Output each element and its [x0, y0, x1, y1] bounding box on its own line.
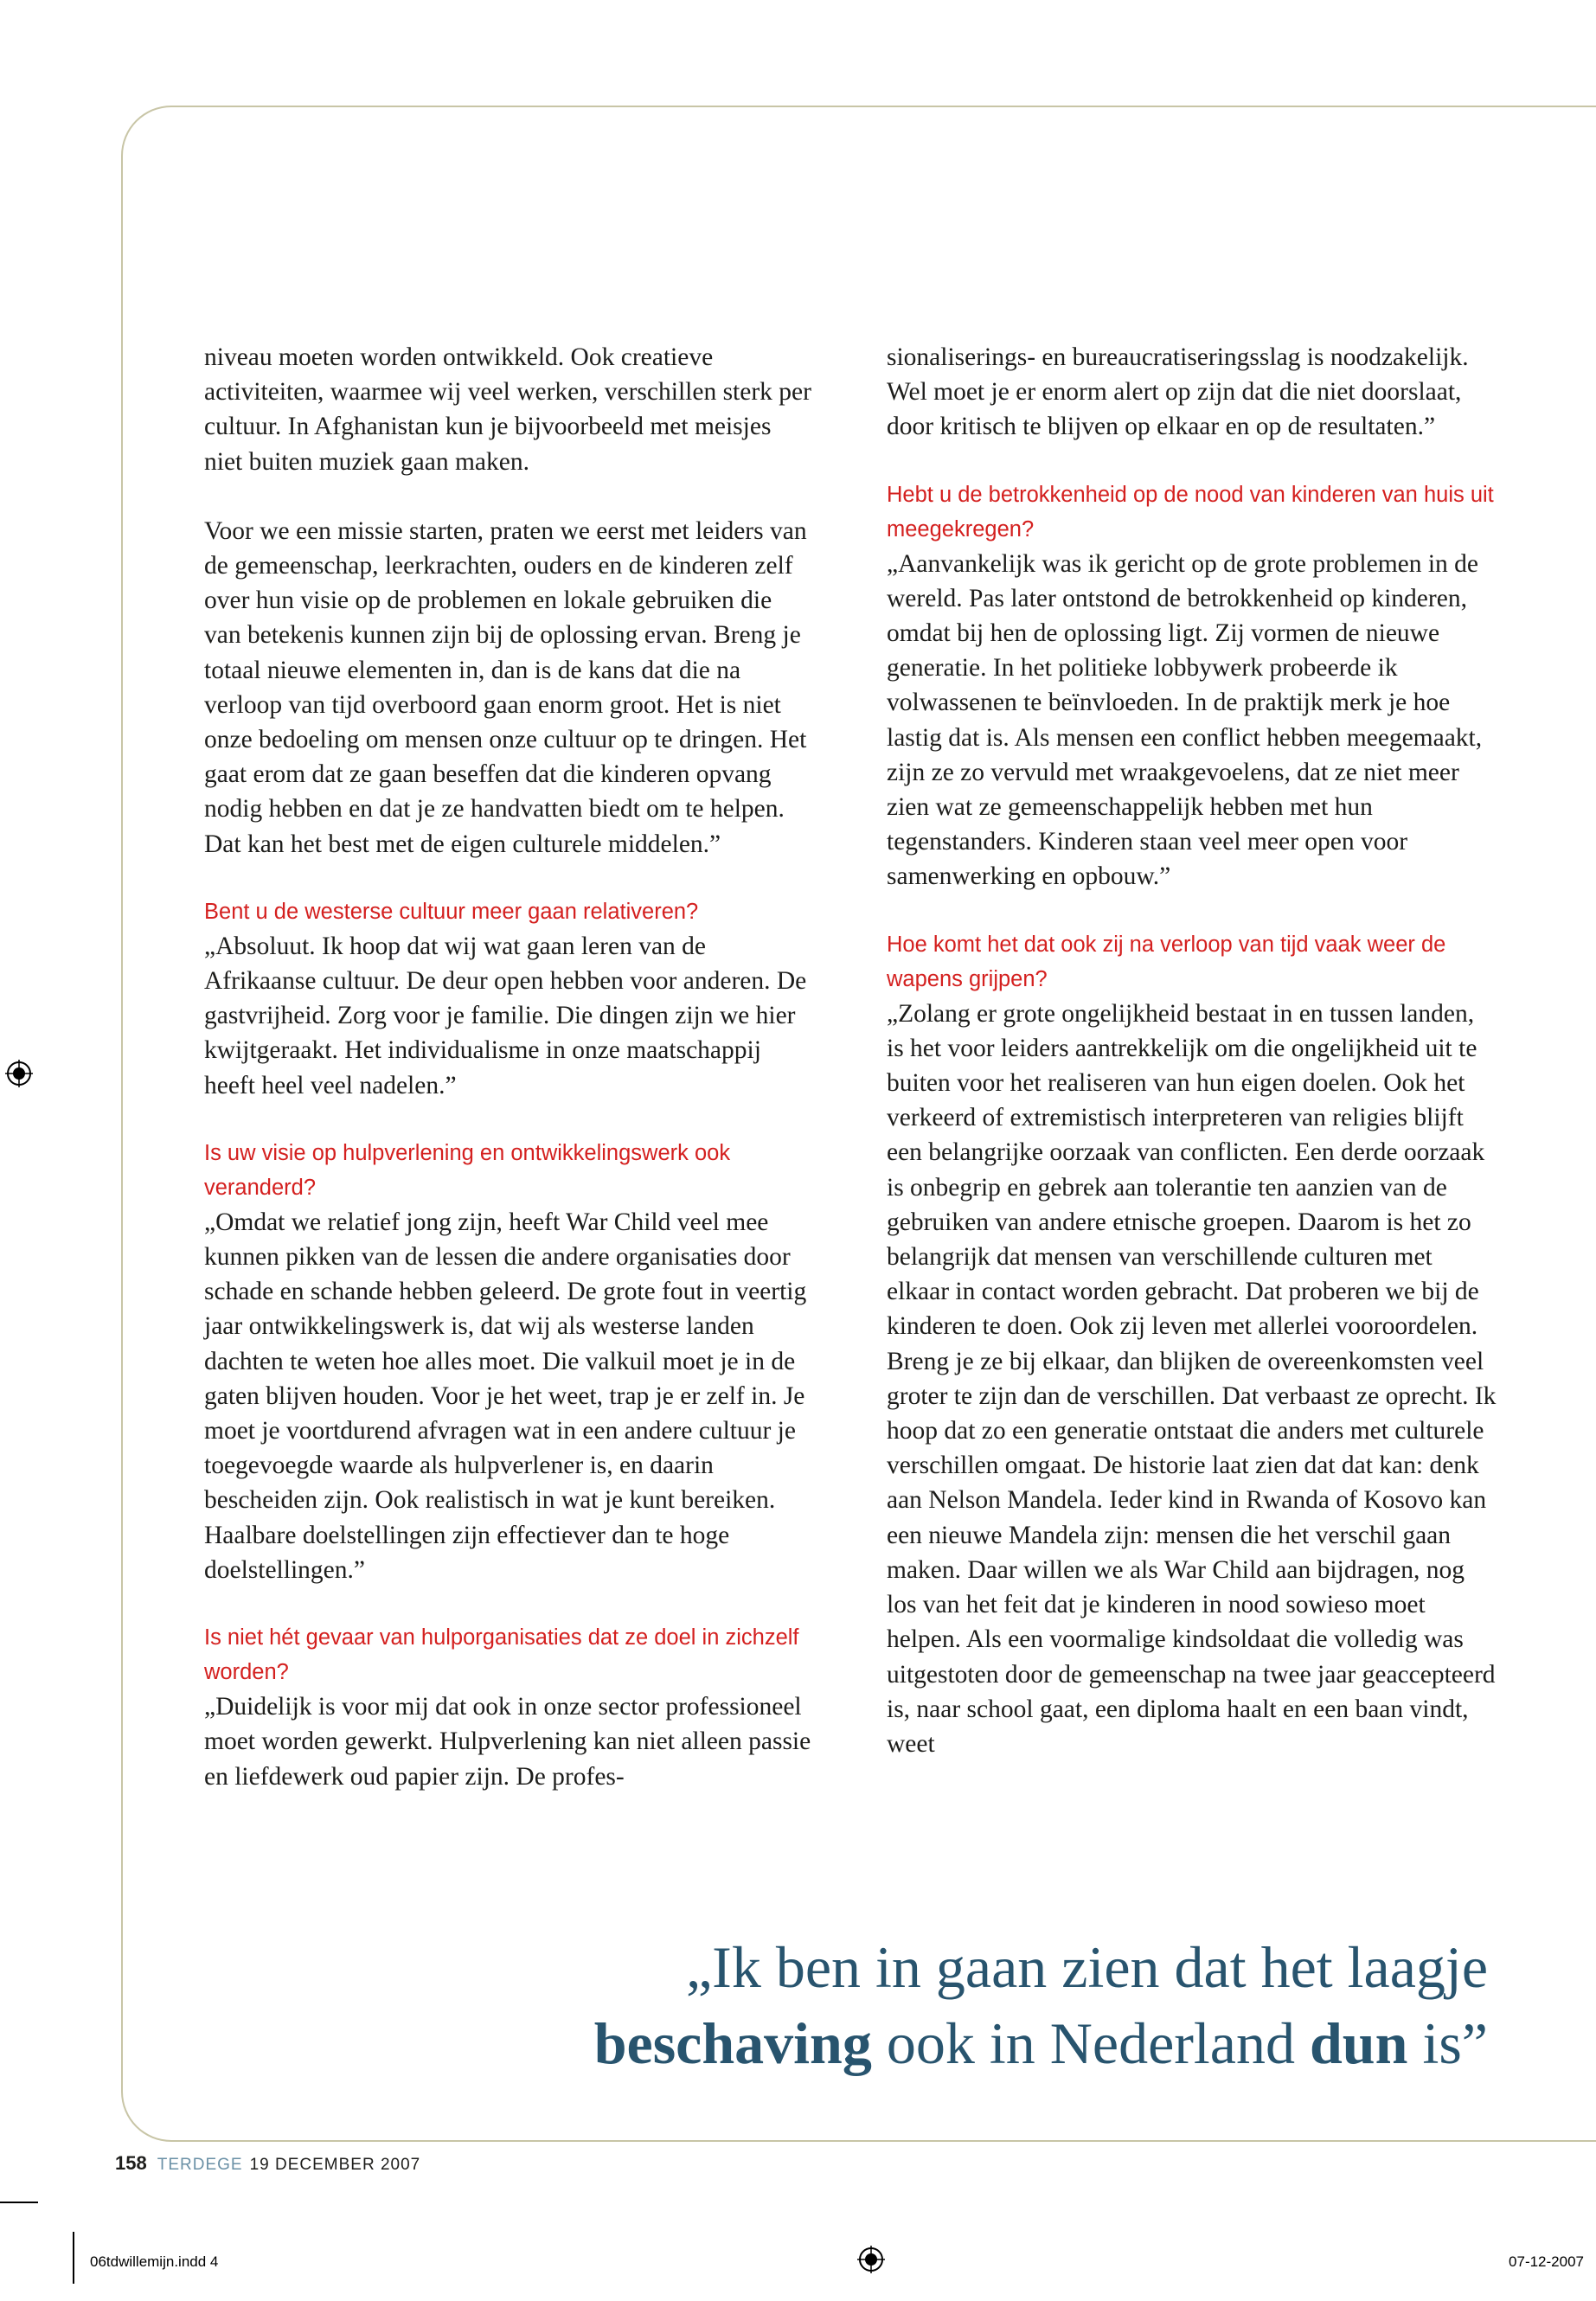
magazine-name: TERDEGE [157, 2156, 243, 2174]
registration-mark-icon [857, 2246, 885, 2273]
pull-quote-bold-word: dun [1309, 2010, 1408, 2076]
interview-question: Hoe komt het dat ook zij na verloop van tijd vaak weer de wapens grijpen? [887, 932, 1446, 991]
pull-quote-text: ook in Nederland [871, 2010, 1310, 2076]
body-paragraph: Voor we een missie starten, praten we eerst met leiders van de gemeenschap, leerkrachten, ouders en de kinderen zelf over hun visie op de problemen en lokale gebruiken die van betekenis kunnen zijn bij de oplossing ervan. Breng je totaal nieuwe elementen in, dan is de kans dat die na verloop van tijd overboord gaan enorm groot. Het is niet onze bedoeling om mensen onze cultuur op te dringen. Het gaat erom dat ze gaan beseffen dat die kinderen opvang nodig hebben en dat je ze handvatten biedt om te helpen. Dat kan het best met de eigen culturele middelen.” [204, 516, 807, 858]
interview-question: Bent u de westerse cultuur meer gaan relativeren? [204, 899, 699, 924]
pull-quote [594, 1929, 1488, 2081]
issue-date: 19 DECEMBER 2007 [249, 2156, 421, 2174]
left-column [204, 340, 814, 1794]
pull-quote-text: is” [1407, 2010, 1488, 2076]
right-column [887, 340, 1497, 1761]
registration-mark-icon [5, 1060, 33, 1087]
pull-quote-line-1: „Ik ben in gaan zien dat het laagje [686, 1934, 1488, 2000]
interview-question: Hebt u de betrokkenheid op de nood van kinderen van huis uit meegekregen? [887, 482, 1494, 542]
body-paragraph: „Absoluut. Ik hoop dat wij wat gaan leren van de Afrikaanse cultuur. De deur open hebben voor anderen. De gastvrijheid. Zorg voor je familie. Die dingen zijn we hier kwijtgeraakt. Het individualisme in onze maatschappij heeft heel veel nadelen.” [204, 932, 807, 1099]
body-paragraph: sionaliserings- en bureaucratiseringsslag is noodzakelijk. Wel moet je er enorm alert op zijn dat die niet doorslaat, door kritisch te blijven op elkaar en op de resultaten.” [887, 343, 1469, 441]
body-paragraph: „Aanvankelijk was ik gericht op de grote problemen in de wereld. Pas later ontstond de betrokkenheid op kinderen, omdat bij hen de oplossing ligt. Zij vormen de nieuwe generatie. In het politieke lobbywerk probeerde ik volwassenen te beïnvloeden. In de praktijk merk je hoe lastig dat is. Als mensen een conflict hebben meegemaakt, zijn ze zo vervuld met wraakgevoelens, dat ze niet meer zien wat ze gemeenschappelijk hebben met hun tegenstanders. Kinderen staan veel meer open voor samenwerking en opbouw.” [887, 549, 1483, 891]
crop-mark [73, 2232, 74, 2284]
interview-question: Is uw visie op hulpverlening en ontwikkelingswerk ook veranderd? [204, 1140, 731, 1200]
body-paragraph: „Zolang er grote ongelijkheid bestaat in en tussen landen, is het voor leiders aantrekkelijk om die ongelijkheid uit te buiten voor het realiseren van hun eigen doelen. Ook het verkeerd of extremistisch interpreteren van religies blijft een belangrijke oorzaak van conflicten. Een derde oorzaak is onbegrip en gebrek aan tolerantie ten aanzien van de gebruiken van andere etnische groepen. Daarom is het zo belangrijk dat mensen van verschillende culturen met elkaar in contact worden gebracht. Dat proberen we bij de kinderen te doen. Ook zij leven met allerlei vooroordelen. Breng je ze bij elkaar, dan blijken de overeenkomsten veel groter te zijn dan de verschillen. Dat verbaast ze oprecht. Ik hoop dat zo een generatie ontstaat die anders met culturele verschillen omgaat. De historie laat zien dat dat kan: denk aan Nelson Mandela. Ieder kind in Rwanda of Kosovo kan een nieuwe Mandela zijn: mensen die het verschil gaan maken. Daar willen we als War Child aan bijdragen, nog los van het feit dat je kinderen in nood sowieso moet helpen. Als een voormalige kindsoldaat die volledig was uitgestoten door de gemeenschap na twee jaar geaccepteerd is, naar school gaat, een diploma haalt en een baan vindt, weet [887, 999, 1497, 1758]
interview-question: Is niet hét gevaar van hulporganisaties dat ze doel in zichzelf worden? [204, 1625, 799, 1685]
folio [115, 2152, 420, 2175]
pull-quote-line-2 [594, 2005, 1488, 2081]
body-paragraph: niveau moeten worden ontwikkeld. Ook creatieve activiteiten, waarmee wij veel werken, verschillen sterk per cultuur. In Afghanistan kun je bijvoorbeeld met meisjes niet buiten muziek gaan maken. [204, 343, 811, 476]
body-paragraph: „Duidelijk is voor mij dat ook in onze sector professioneel moet worden gewerkt. Hulpverlening kan niet alleen passie en liefdewerk oud papier zijn. De profes- [204, 1693, 811, 1791]
crop-mark [0, 2202, 38, 2203]
pull-quote-bold-word: beschaving [593, 2010, 872, 2076]
page-number: 158 [115, 2152, 147, 2174]
slug-filename: 06tdwillemijn.indd 4 [90, 2253, 219, 2270]
slug-date: 07-12-2007 [1509, 2253, 1584, 2270]
body-paragraph: „Omdat we relatief jong zijn, heeft War Child veel mee kunnen pikken van de lessen die andere organisaties door schade en schande hebben geleerd. De grote fout in veertig jaar ontwikkelingswerk is, dat wij als westerse landen dachten te weten hoe alles moet. Die valkuil moet je in de gaten blijven houden. Voor je het weet, trap je er zelf in. Je moet je voortdurend afvragen wat in een andere cultuur je toegevoegde waarde als hulpverlener is, en daarin bescheiden zijn. Ook realistisch in wat je kunt bereiken. Haalbare doelstellingen zijn effectiever dan te hoge doelstellingen.” [204, 1208, 807, 1584]
